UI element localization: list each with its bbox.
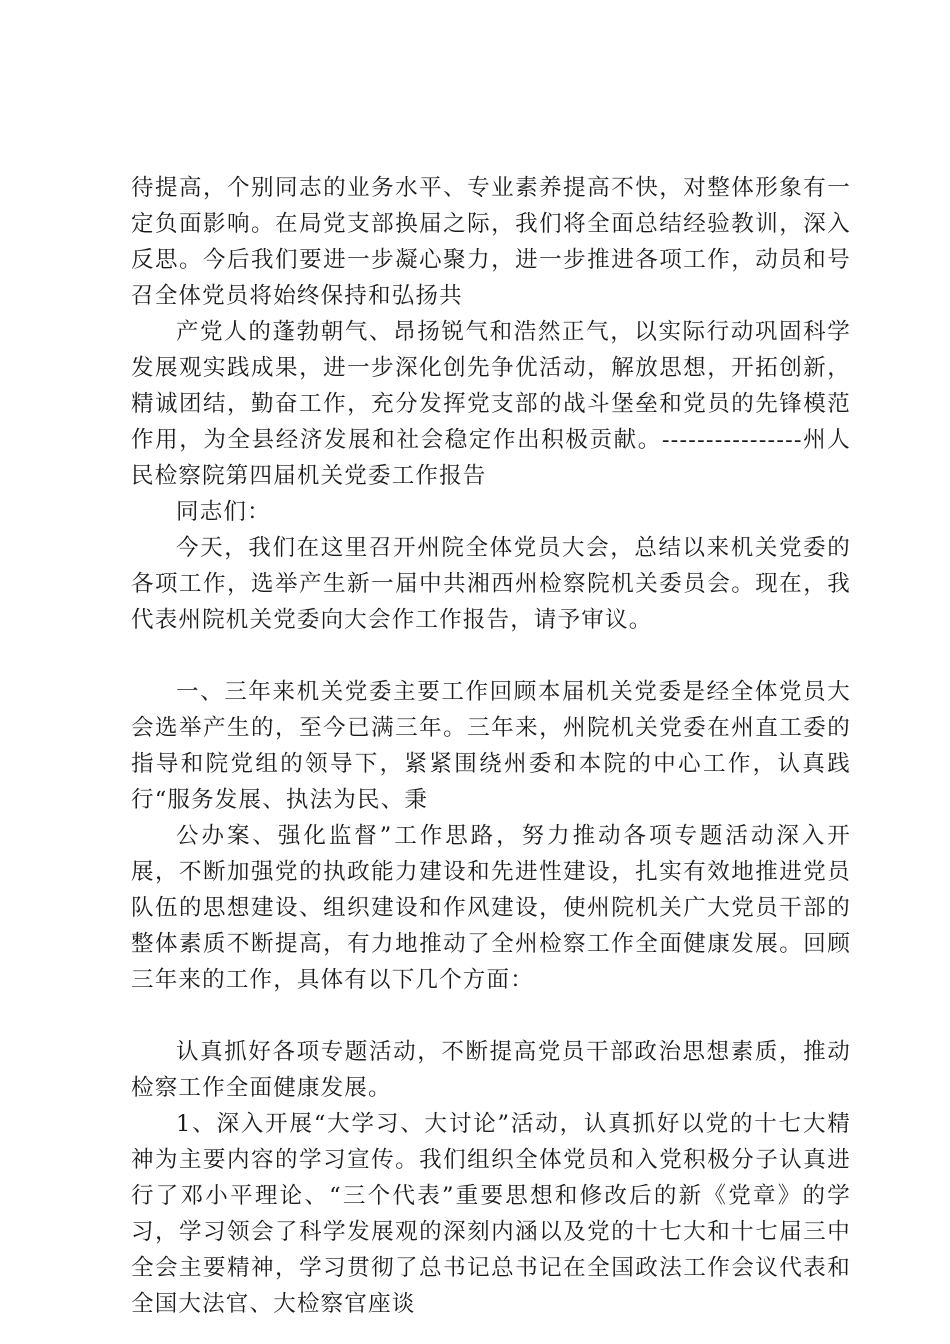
paragraph-continuation: 待提高，个别同志的业务水平、专业素养提高不快，对整体形象有一定负面影响。在局党支部换届之际，我们将全面总结经验教训，深入反思。今后我们要进一步凝心聚力，进一步推进各项工作，动员和号召全体党员将始终保持和弘扬共 [131, 175, 851, 309]
paragraph-closing: 产党人的蓬勃朝气、昂扬锐气和浩然正气，以实际行动巩固科学发展观实践成果，进一步深化创先争优活动，解放思想，开拓创新，精诚团结，勤奋工作，充分发挥党支部的战斗堡垒和党员的先锋模范作用，为全县经济发展和社会稳定作出积极贡献。----------------州人民检察院第四届机关党委工作报告 [131, 319, 851, 489]
document-body [131, 170, 851, 1322]
paragraph-activities-intro: 认真抓好各项专题活动，不断提高党员干部政治思想素质，推动检察工作全面健康发展。 [131, 1039, 851, 1101]
paragraph-item-1: 1、深入开展“大学习、大讨论”活动，认真抓好以党的十七大精神为主要内容的学习宣传。我们组织全体党员和入党积极分子认真进行了邓小平理论、“三个代表”重要思想和修改后的新《党章》的学习，学习领会了科学发展观的深刻内涵以及党的十七大和十七届三中全会主要精神，学习贯彻了总书记总书记在全国政法工作会议代表和全国大法官、大检察官座谈 [131, 1111, 851, 1317]
section-heading-review: 一、三年来机关党委主要工作回顾本届机关党委是经全体党员大会选举产生的，至今已满三年。三年来，州院机关党委在州直工委的指导和院党组的领导下，紧紧围绕州委和本院的中心工作，认真践行“服务发展、执法为民、秉 [131, 679, 851, 813]
salutation: 同志们： [176, 499, 271, 525]
paragraph-review-detail: 公办案、强化监督”工作思路，努力推动各项专题活动深入开展，不断加强党的执政能力建设和先进性建设，扎实有效地推进党员队伍的思想建设、组织建设和作风建设，使州院机关广大党员干部的整体素质不断提高，有力地推动了全州检察工作全面健康发展。回顾三年来的工作，具体有以下几个方面： [131, 823, 851, 993]
paragraph-opening: 今天，我们在这里召开州院全体党员大会，总结以来机关党委的各项工作，选举产生新一届中共湘西州检察院机关委员会。现在，我代表州院机关党委向大会作工作报告，请予审议。 [131, 535, 851, 633]
